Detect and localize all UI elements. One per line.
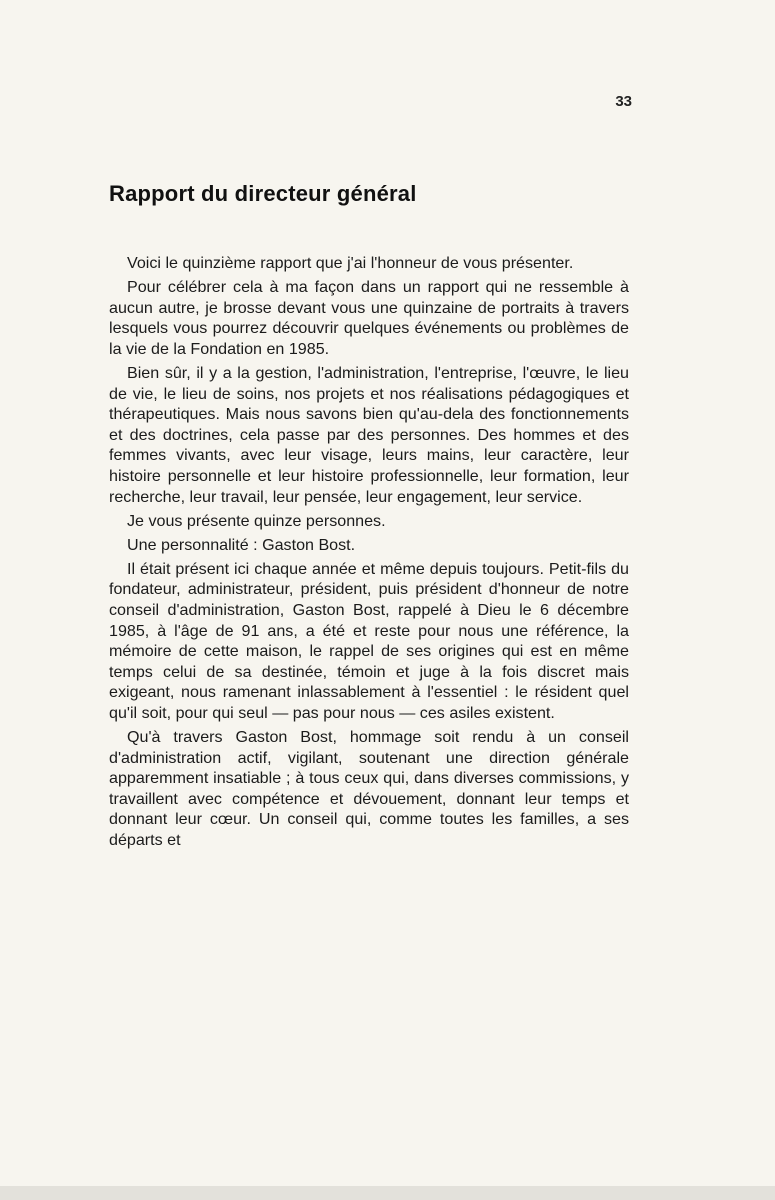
paragraph: Voici le quinzième rapport que j'ai l'honneur de vous présenter.: [127, 254, 574, 272]
paragraph: Il était présent ici chaque année et même depuis toujours. Petit-fils du fondateur, administrateur, président, puis président d'honneur de notre conseil d'administration, Gaston Bost, rappelé à Dieu le 6 décembre 1985, à l'âge de 91 ans, a été et reste pour nous une référence, la mémoire de cette maison, le rappel de ses origines qui est en même temps celui de sa destinée, témoin et juge à la fois discret mais exigeant, nous ramenant inlassablement à l'essentiel : le résident quel qu'il soit, pour qui seul — pas pour nous — ces asiles existent.: [109, 559, 629, 722]
page-number: 33: [615, 93, 632, 110]
page-title: Rapport du directeur général: [109, 181, 417, 206]
paragraph: Bien sûr, il y a la gestion, l'administration, l'entreprise, l'œuvre, le lieu de vie, le lieu de soins, nos projets et nos réalisations pédagogiques et thérapeutiques. Mais nous savons bien qu'au-dela des fonctionnements et des doctrines, cela passe par des personnes. Des hommes et des femmes vivants, avec leur visage, leurs mains, leur caractère, leur histoire personnelle et leur histoire professionnelle, leur formation, leur recherche, leur travail, leur pensée, leur engagement, leur service.: [109, 363, 629, 506]
page-bottom-edge: [0, 1186, 775, 1200]
paragraph: Qu'à travers Gaston Bost, hommage soit rendu à un conseil d'administration actif, vigilant, soutenant une direction générale apparemment insatiable ; à tous ceux qui, dans diverses commissions, y travaillent avec compétence et dévouement, donnant leur temps et donnant leur cœur. Un conseil qui, comme toutes les familles, a ses départs et: [109, 728, 629, 850]
paragraph: Pour célébrer cela à ma façon dans un rapport qui ne ressemble à aucun autre, je brosse devant vous une quinzaine de portraits à travers lesquels vous pourrez découvrir quelques événements ou problèmes de la vie de la Fondation en 1985.: [109, 278, 629, 358]
paragraph: Je vous présente quinze personnes.: [127, 511, 386, 530]
paragraph: Une personnalité : Gaston Bost.: [127, 535, 356, 554]
body-text: [109, 253, 629, 854]
